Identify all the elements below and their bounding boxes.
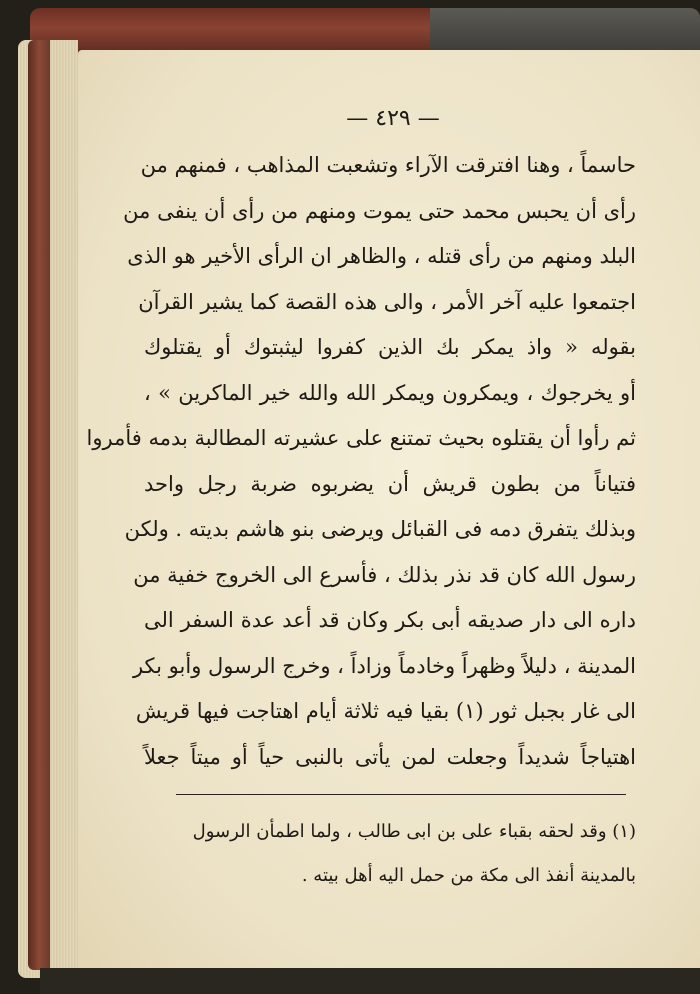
text-line: البلد ومنهم من رأى قتله ، والظاهر ان الرأى الأخير هو الذى	[127, 244, 636, 268]
text-line: المدينة ، دليلاً وظهراً وخادماً وزاداً ، وخرج الرسول وأبو بكر	[132, 653, 636, 678]
text-line: أو يخرجوك ، ويمكرون ويمكر الله والله خير الماكرين » ،	[144, 380, 636, 405]
book-spine	[28, 40, 50, 970]
text-line: ثم رأوا أن يقتلوه بحيث تمتنع على عشيرته المطالبة بدمه فأمروا	[86, 426, 636, 450]
book-cover-corner	[430, 8, 700, 50]
text-line: بقوله « واذ يمكر بك الذين كفروا ليثبتوك أو يقتلوك	[144, 335, 636, 359]
footnotes	[166, 810, 636, 898]
text-line: اجتمعوا عليه آخر الأمر ، والى هذه القصة كما يشير القرآن	[138, 289, 636, 314]
text-line: داره الى دار صديقه أبى بكر وكان قد أعد عدة السفر الى	[144, 608, 636, 632]
footnote-line: بالمدينة أنفذ الى مكة من حمل اليه أهل بيته .	[301, 865, 636, 886]
text-line: حاسماً ، وهنا افترقت الآراء وتشعبت المذاهب ، فمنهم من	[140, 153, 636, 177]
text-line: الى غار بجبل ثور (١) بقيا فيه ثلاثة أيام اهتاجت فيها قريش	[135, 699, 636, 723]
background-bottom	[40, 968, 700, 994]
body-text	[86, 143, 636, 780]
book-page	[78, 50, 700, 970]
text-line: اهتياجاً شديداً وجعلت لمن يأتى بالنبى حياً أو ميتاً جعلاً	[144, 744, 636, 769]
text-line: وبذلك يتفرق دمه فى القبائل ويرضى بنو هاشم بديته . ولكن	[124, 517, 636, 541]
text-line: فتياناً من بطون قريش أن يضربوه ضربة رجل واحد	[144, 471, 636, 496]
text-line: رسول الله كان قد نذر بذلك ، فأسرع الى الخروج خفية من	[133, 562, 636, 587]
footnote-divider	[176, 794, 626, 795]
footnote-line: (١) وقد لحقه بقباء على بن ابى طالب ، ولما اطمأن الرسول	[192, 821, 636, 842]
text-line: رأى أن يحبس محمد حتى يموت ومنهم من رأى أن ينفى من	[123, 198, 636, 223]
page-number: — ٤٢٩ —	[346, 106, 440, 131]
